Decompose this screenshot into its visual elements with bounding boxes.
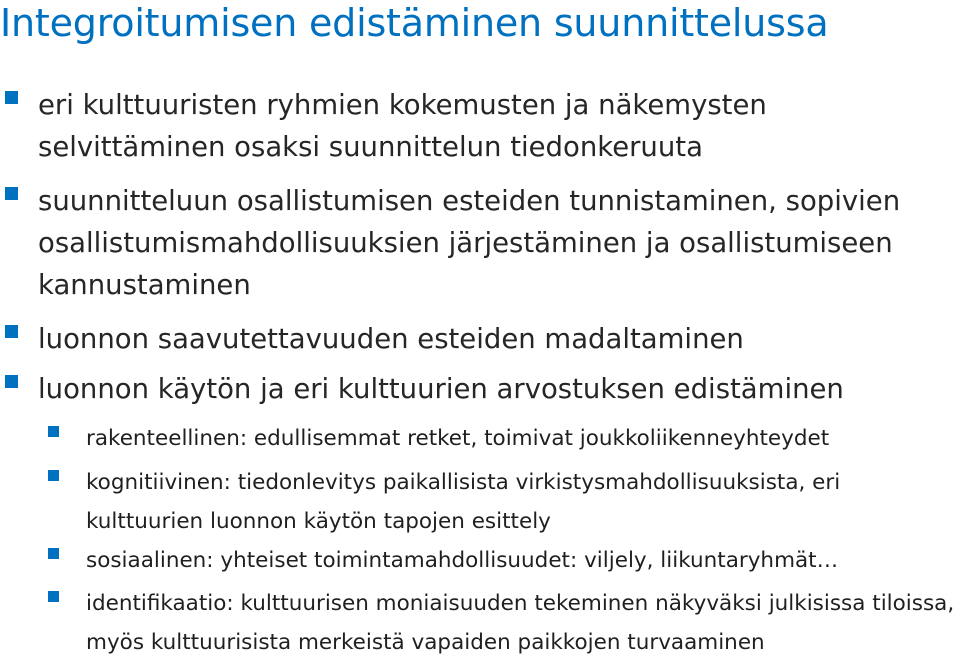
bullet-text: luonnon käytön ja eri kulttuurien arvostuksen edistäminen [38,373,844,405]
bullet-item [38,368,953,410]
square-bullet-icon [5,375,18,388]
sub-bullet-text: kognitiivinen: tiedonlevitys paikallisista virkistysmahdollisuuksista, eri kulttuurien luonnon käytön tapojen esittely [86,470,841,534]
sub-bullet-text: rakenteellinen: edullisemmat retket, toimivat joukkoliikenneyhteydet [86,426,830,451]
square-bullet-icon [48,591,59,602]
sub-bullet-item [86,541,959,580]
bullet-item [38,180,953,306]
sub-bullet-text: identifikaatio: kulttuurisen moniaisuuden tekeminen näkyväksi julkisissa tiloissa, myös kulttuurisista merkeistä vapaiden paikkojen turvaaminen [86,591,955,655]
bullet-text: suunnitteluun osallistumisen esteiden tunnistaminen, sopivien osallistumismahdollisuuksien järjestäminen ja osallistumiseen kannustaminen [38,185,901,301]
square-bullet-icon [5,91,18,104]
sub-bullet-item [86,463,959,541]
square-bullet-icon [5,325,18,338]
slide-title: Integroitumisen edistäminen suunnittelussa [0,1,829,45]
square-bullet-icon [5,187,18,200]
bullet-item [38,318,953,360]
square-bullet-icon [48,548,59,559]
square-bullet-icon [48,470,59,481]
sub-bullet-text: sosiaalinen: yhteiset toimintamahdollisuudet: viljely, liikuntaryhmät… [86,548,839,573]
bullet-item [38,84,953,168]
sub-bullet-item [86,419,959,458]
sub-bullet-item [86,584,959,662]
bullet-text: eri kulttuuristen ryhmien kokemusten ja näkemysten selvittäminen osaksi suunnittelun tiedonkeruuta [38,89,767,163]
bullet-text: luonnon saavutettavuuden esteiden madaltaminen [38,323,744,355]
square-bullet-icon [48,426,59,437]
